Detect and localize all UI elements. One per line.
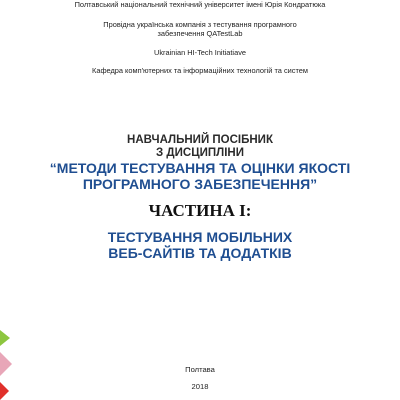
department: Кафедра комп'ютерних та інформаційних технологій та систем bbox=[92, 66, 308, 75]
company-line-2: забезпечення QATestLab bbox=[157, 29, 243, 38]
company-line-1: Провідна українська компанія з тестування програмного bbox=[103, 20, 297, 29]
subject-line-2: ВЕБ-САЙТІВ ТА ДОДАТКІВ bbox=[108, 245, 292, 261]
part-label: ЧАСТИНА І: bbox=[148, 201, 252, 220]
course-title-line-2: ПРОГРАМНОГО ЗАБЕЗПЕЧЕННЯ” bbox=[82, 176, 318, 192]
university-name: Полтавський національний технічний університет імені Юрія Кондратюка bbox=[74, 0, 326, 9]
subject-line-1: ТЕСТУВАННЯ МОБІЛЬНИХ bbox=[107, 229, 293, 245]
title-line-1: НАВЧАЛЬНИЙ ПОСІБНИК bbox=[127, 134, 273, 146]
deco-triangle-pink bbox=[0, 352, 12, 376]
city: Полтава bbox=[185, 365, 215, 374]
corner-decoration bbox=[0, 330, 22, 400]
title-line-2: З ДИСЦИПЛІНИ bbox=[156, 147, 244, 159]
year: 2018 bbox=[191, 382, 209, 391]
deco-triangle-red bbox=[0, 382, 9, 400]
deco-triangle-green bbox=[0, 330, 10, 346]
course-title-line-1: “МЕТОДИ ТЕСТУВАННЯ ТА ОЦІНКИ ЯКОСТІ bbox=[49, 160, 351, 176]
initiative: Ukrainian HI-Tech Initiatiave bbox=[153, 48, 246, 57]
